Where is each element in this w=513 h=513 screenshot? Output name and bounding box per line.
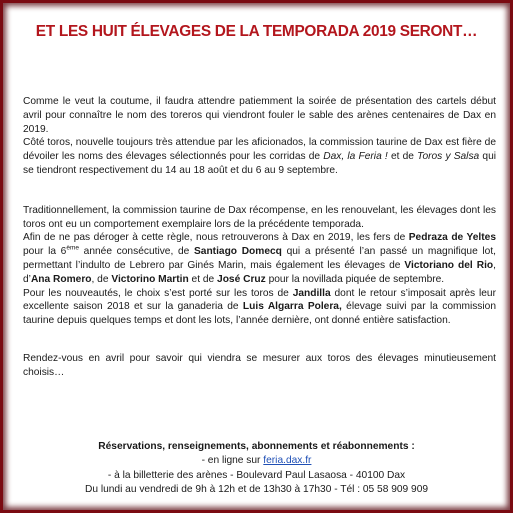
reservations-footer <box>3 440 510 498</box>
breeder-name: Jandilla <box>292 287 331 299</box>
breeders-paragraph <box>23 231 496 286</box>
breeders-text: année consécutive, de <box>79 246 194 258</box>
breeders-text: qui a présenté l’an passé un magnifique lot, permettant l’indulto de Lebrero par Ginés Marin, mais également les élevages de <box>23 246 496 271</box>
novelties-paragraph <box>23 287 496 328</box>
ordinal-suffix: ème <box>66 244 79 252</box>
event-name-toros-salsa: Toros y Salsa <box>417 151 480 163</box>
breeder-name: Pedraza de Yeltes <box>408 232 496 244</box>
breeder-name: Luis Algarra Polera, <box>242 301 342 313</box>
novelties-text: élevage suivi par la commission taurine depuis quelques temps et dont les lots, l’année dernière, ont donné entière satisfaction. <box>23 301 496 327</box>
breeders-text: , d’ <box>23 259 496 285</box>
breeders-text: , de <box>91 273 112 285</box>
breeders-text: Afin de ne pas déroger à cette règle, nous retrouverons à Dax en 2019, les fers de <box>23 232 409 244</box>
toros-text-3: qui se tiendront respectivement du 14 au 18 août et du 6 au 9 septembre. <box>23 151 496 176</box>
event-name-feria: Dax, la Feria ! <box>323 151 388 163</box>
tradition-paragraph <box>23 204 496 232</box>
closing-paragraph <box>23 352 496 380</box>
toros-text: Côté toros, nouvelle toujours très attendue par les aficionados, la commission taurine de Dax est fière de dévoiler les noms des élevages sélectionnés pour les corridas de <box>23 137 496 163</box>
intro-text: Comme le veut la coutume, il faudra attendre patiemment la soirée de présentation des cartels début avril pour connaître le nom des toreros qui viendront fouler le sable des arènes centenaires de Dax en 2019. <box>23 96 496 135</box>
intro-paragraph <box>23 95 496 136</box>
box-office-line: - à la billetterie des arènes - Boulevard Paul Lasaosa - 40100 Dax <box>107 469 406 481</box>
tradition-text: Traditionnellement, la commission taurine de Dax récompense, en les renouvelant, les élevages dont les toros ont eu un comportement exemplaire lors de la précédente temporada. <box>23 204 496 230</box>
toros-paragraph <box>23 136 496 177</box>
breeder-name: Ana Romero <box>30 273 92 285</box>
article-body <box>23 95 496 380</box>
online-line <box>3 454 510 468</box>
opening-hours-line: Du lundi au vendredi de 9h à 12h et de 13h30 à 17h30 - Tél : 05 58 909 909 <box>84 484 429 496</box>
website-link[interactable]: feria.dax.fr <box>263 455 312 467</box>
breeder-name: José Cruz <box>217 273 266 285</box>
breeders-text: pour la 6 <box>23 246 67 258</box>
page-title: ET LES HUIT ÉLEVAGES DE LA TEMPORADA 2019 SERONT… <box>35 23 478 40</box>
breeder-name: Santiago Domecq <box>194 246 282 258</box>
novelties-text: Pour les nouveautés, le choix s’est porté sur les toros de <box>23 287 293 299</box>
toros-text-2: et de <box>387 151 418 163</box>
novelties-text: dont le retour s’imposait après leur excellente saison 2018 et sur la ganaderia de <box>23 287 496 313</box>
reservations-heading: Réservations, renseignements, abonnements et réabonnements : <box>98 441 415 452</box>
closing-text: Rendez-vous en avril pour savoir qui viendra se mesurer aux toros des élevages minutieusement choisis… <box>23 352 496 378</box>
breeders-text: pour la novillada piquée de septembre. <box>265 273 445 285</box>
breeders-text: et de <box>188 273 218 285</box>
online-prefix: - en ligne sur <box>201 455 264 467</box>
breeder-name: Victoriano del Rio <box>404 259 494 271</box>
breeder-name: Victorino Martin <box>111 273 189 285</box>
